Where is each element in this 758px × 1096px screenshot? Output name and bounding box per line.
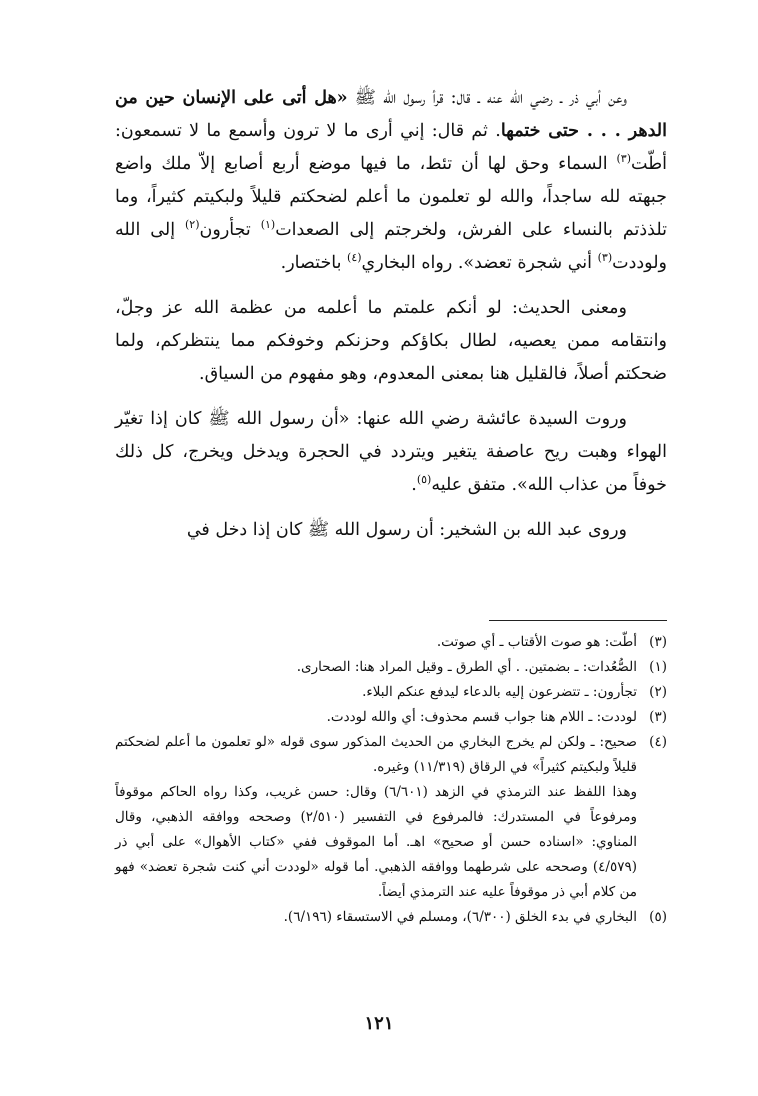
footnote-number: (٣) (649, 634, 667, 650)
footnote-body (115, 630, 637, 655)
footnote-body (115, 680, 637, 705)
footnote (115, 905, 667, 930)
footnote-number: (٣) (649, 709, 667, 725)
footnotes (115, 630, 667, 930)
paragraph-meaning: ومعنى الحديث: لو أنكم علمتم ما أعلمه من عظمة الله عز وجلّ، وانتقامه ممن يعصيه، لطال بكاؤكم وحزنكم وخوفكم مما ينتظركم، ولما ضحكتم أصلاً، فالقليل هنا بمعنى المعدوم، وهو مفهوم من السياق. (115, 298, 667, 384)
p1-part-f: إلى الله ولوددت (115, 220, 667, 273)
footnote-number: (١) (649, 659, 667, 675)
footnote (115, 680, 667, 705)
p1-part-e: تجأرون (199, 220, 261, 240)
footnote-number: (٥) (649, 909, 667, 925)
footnote-ref: (١) (260, 218, 276, 232)
footnote-ref: (٥) (416, 473, 432, 487)
p3-end: . (411, 475, 417, 495)
p1-part-h: باختصار. (280, 253, 348, 273)
footnote-ref: (٣) (597, 251, 613, 265)
p3-text: وروت السيدة عائشة رضي الله عنها: «أن رسول الله ﷺ كان إذا تغيّر الهواء وهبت ريح عاصفة يتغير ويتردد في الحجرة ويدخل ويخرج، كل ذلك خوفاً من عذاب الله». متفق عليه (115, 409, 667, 495)
footnote (115, 630, 667, 655)
p1-part-c: . ثم قال: إني أرى ما لا ترون وأسمع ما لا تسمعون: أطّت (115, 121, 667, 174)
paragraph-abu-dharr (115, 82, 667, 280)
page-number: ١٢١ (364, 1013, 394, 1034)
footnote-number: (٤) (649, 734, 667, 750)
footnote-body (115, 705, 637, 730)
paragraph-shikhkhir: وروى عبد الله بن الشخير: أن رسول الله ﷺ كان إذا دخل في (186, 520, 627, 540)
footnote-body (115, 905, 637, 930)
footnote-line: البخاري في بدء الخلق (٦/٣٠٠)، ومسلم في الاستسقاء (٦/١٩٦). (283, 909, 637, 925)
footnote (115, 730, 667, 905)
p1-quran-quote: «هل أتى على الإنسان حين من الدهر . . . حتى ختمها (115, 88, 667, 141)
footnote (115, 705, 667, 730)
footnote-line: صحيح: ـ ولكن لم يخرج البخاري من الحديث المذكور سوى قوله «لو تعلمون ما أعلم لضحكتم قليلاً ولبكيتم كثيراً» في الرقاق (١١/٣١٩) وغيره. (115, 734, 637, 775)
footnote-line: أطّت: هو صوت الأقتاب ـ أي صوتت. (436, 634, 637, 650)
footnote-line: وهذا اللفظ عند الترمذي في الزهد (٦/٦٠١) وقال: حسن غريب، وكذا رواه الحاكم موقوفاً ومرفوعاً في المستدرك: فالمرفوع في التفسير (٢/٥١٠) وصححه ووافقه الذهبي، وقال المناوي: «اسناده حسن أو صحيح» اهـ. أما الموقوف ففي «كتاب الأهوال» على أبي ذر (٤/٥٧٩) وصححه على شرطهما ووافقه الذهبي. أما قوله «لوددت أني كنت شجرة تعضد» فهو من كلام أبي ذر موقوفاً عليه عند الترمذي أيضاً. (115, 784, 637, 900)
footnote-body (115, 655, 637, 680)
footnote-line: لوددت: ـ اللام هنا جواب قسم محذوف: أي والله لوددت. (326, 709, 637, 725)
paragraph-aisha (115, 403, 667, 502)
p1-part-g: أني شجرة تعضد». رواه البخاري (361, 253, 598, 273)
footnote-body (115, 730, 637, 905)
p1-part-d: السماء وحق لها أن تئط، ما فيها موضع أربع أصابع إلاّ ملك واضع جبهته لله ساجداً، والله لو تعلمون ما أعلم لضحكتم قليلاً ولبكيتم كثيراً، وما تلذذتم بالنساء على الفرش، ولخرجتم إلى الصعدات (115, 154, 667, 240)
page-body (115, 82, 667, 925)
p1-part-a: وعن أبي ذر ـ رضي الله عنه ـ قال: قرأ رسول الله ﷺ (347, 88, 627, 108)
footnote-ref: (٤) (347, 251, 362, 265)
footnote-line: تجأرون: ـ تتضرعون إليه بالدعاء ليدفع عنكم البلاء. (362, 684, 637, 700)
footnote-ref: (٢) (185, 218, 200, 232)
main-text (115, 82, 667, 547)
footnote-number: (٢) (649, 684, 667, 700)
footnote-ref: (٣) (616, 152, 632, 166)
footnote-line: الصُّعُدات: ـ بضمتين. . أي الطرق ـ وقيل المراد هنا: الصحارى. (296, 659, 637, 675)
footnote (115, 655, 667, 680)
footnote-divider (489, 620, 667, 621)
